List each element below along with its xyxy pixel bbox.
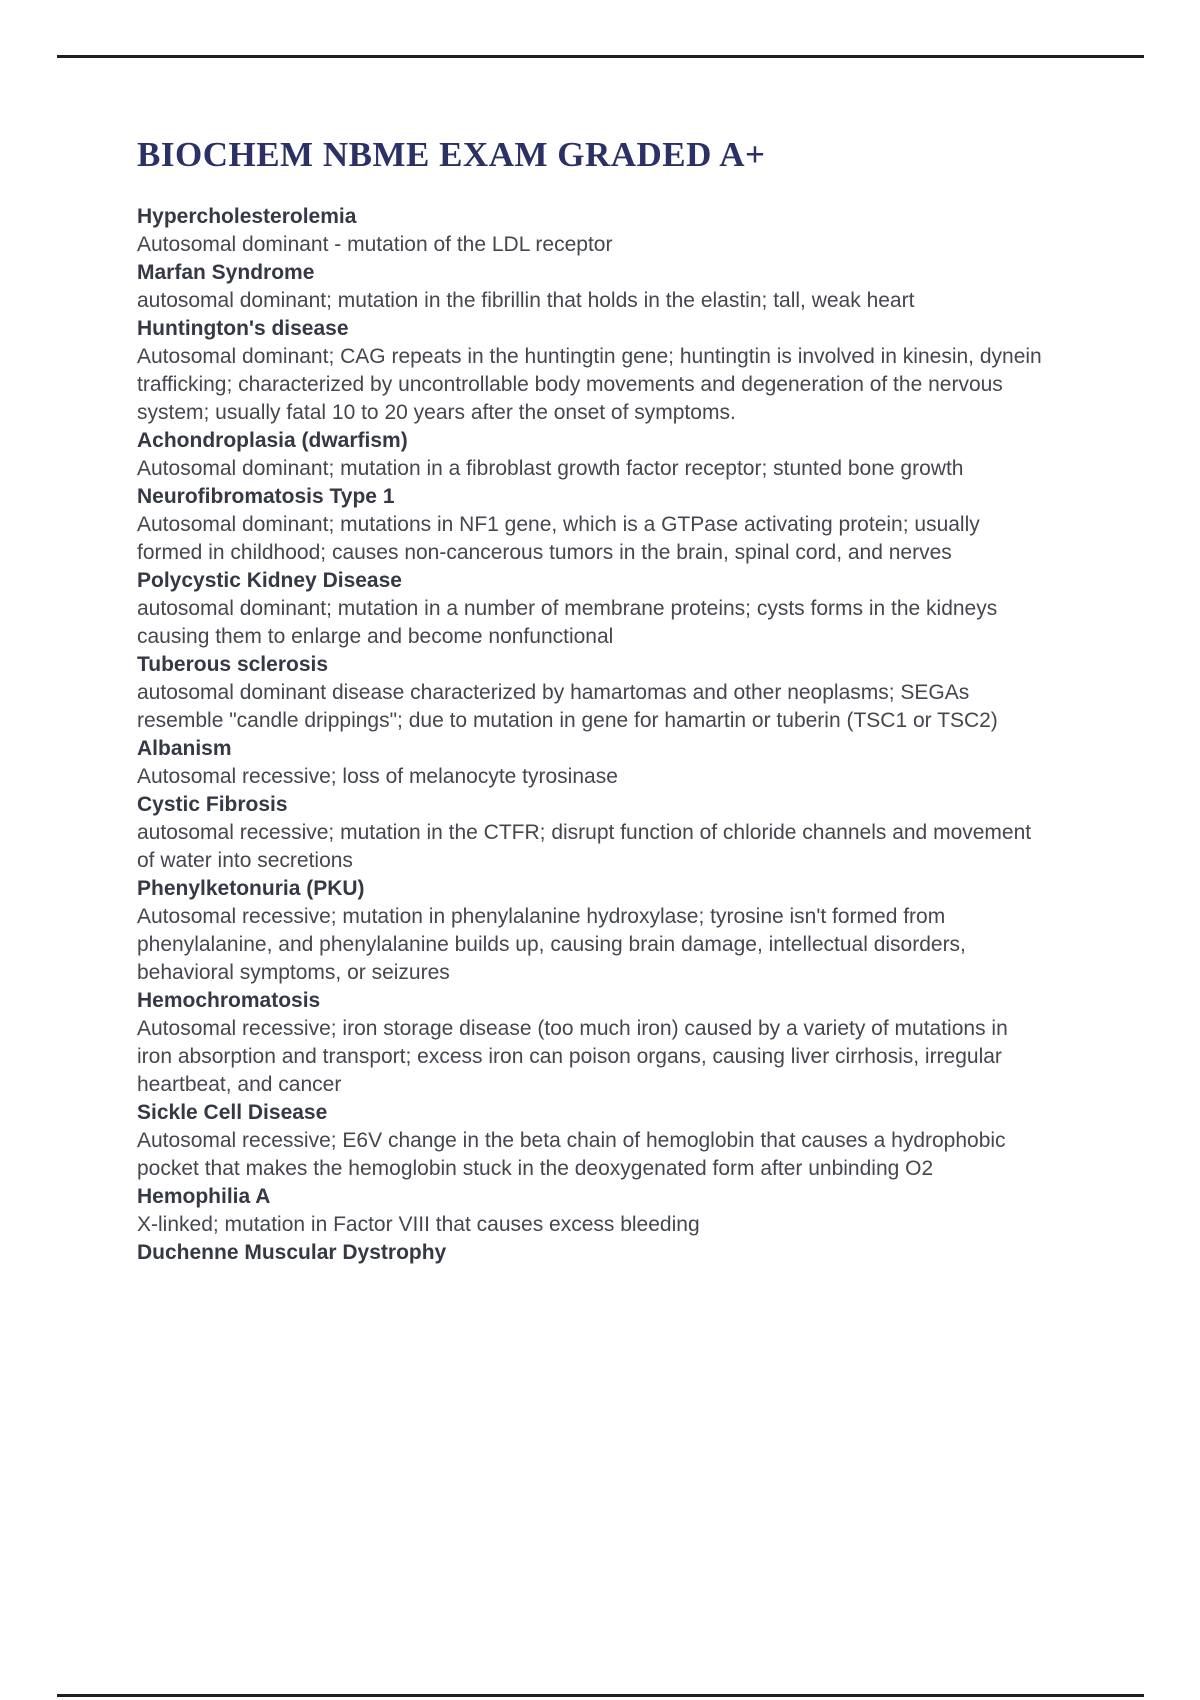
bottom-divider-line (57, 1694, 1144, 1697)
term: Hypercholesterolemia (137, 205, 357, 228)
term: Achondroplasia (dwarfism) (137, 429, 408, 452)
definition: autosomal dominant; mutation in a number of membrane proteins; cysts forms in the kidneys causing them to enlarge and become nonfunctional (137, 597, 998, 648)
term-entry (137, 791, 1042, 875)
term: Cystic Fibrosis (137, 793, 288, 816)
term-entry (137, 651, 1042, 735)
document-content (137, 134, 1042, 1267)
term-entry (137, 1239, 1042, 1267)
term-entry (137, 483, 1042, 567)
term: Phenylketonuria (PKU) (137, 877, 365, 900)
term-entry (137, 1183, 1042, 1239)
definition: Autosomal recessive; mutation in phenylalanine hydroxylase; tyrosine isn't formed from phenylalanine, and phenylalanine builds up, causing brain damage, intellectual disorders, behavioral symptoms, or seizures (137, 905, 966, 984)
page-title: BIOCHEM NBME EXAM GRADED A+ (137, 135, 766, 174)
definition: autosomal dominant disease characterized by hamartomas and other neoplasms; SEGAs resemble "candle drippings"; due to mutation in gene for hamartin or tuberin (TSC1 or TSC2) (137, 681, 998, 732)
definition: Autosomal dominant; mutation in a fibroblast growth factor receptor; stunted bone growth (137, 457, 964, 480)
term-entry (137, 315, 1042, 427)
definition: Autosomal dominant; CAG repeats in the huntingtin gene; huntingtin is involved in kinesin, dynein trafficking; characterized by uncontrollable body movements and degeneration of the nervous system; usually fatal 10 to 20 years after the onset of symptoms. (137, 345, 1042, 424)
term: Albanism (137, 737, 232, 760)
term-entry (137, 203, 1042, 259)
term-entry (137, 1099, 1042, 1183)
term-entry (137, 427, 1042, 483)
definition: Autosomal dominant - mutation of the LDL receptor (137, 233, 613, 256)
definition: Autosomal dominant; mutations in NF1 gene, which is a GTPase activating protein; usually formed in childhood; causes non-cancerous tumors in the brain, spinal cord, and nerves (137, 513, 980, 564)
definition: Autosomal recessive; iron storage disease (too much iron) caused by a variety of mutations in iron absorption and transport; excess iron can poison organs, causing liver cirrhosis, irregular heartbeat, and cancer (137, 1017, 1008, 1096)
term: Polycystic Kidney Disease (137, 569, 402, 592)
term: Hemophilia A (137, 1185, 271, 1208)
term-entry (137, 567, 1042, 651)
term-entry (137, 259, 1042, 315)
term: Marfan Syndrome (137, 261, 315, 284)
term: Hemochromatosis (137, 989, 321, 1012)
top-divider-line (57, 55, 1144, 58)
term-entry (137, 875, 1042, 987)
term-entry (137, 987, 1042, 1099)
term: Duchenne Muscular Dystrophy (137, 1241, 447, 1264)
term-entry (137, 735, 1042, 791)
definition: X-linked; mutation in Factor VIII that causes excess bleeding (137, 1213, 700, 1236)
term: Neurofibromatosis Type 1 (137, 485, 395, 508)
definition: autosomal recessive; mutation in the CTFR; disrupt function of chloride channels and movement of water into secretions (137, 821, 1032, 872)
term-list (137, 203, 1042, 1267)
definition: Autosomal recessive; loss of melanocyte tyrosinase (137, 765, 618, 788)
definition: autosomal dominant; mutation in the fibrillin that holds in the elastin; tall, weak heart (137, 289, 915, 312)
term: Sickle Cell Disease (137, 1101, 328, 1124)
definition: Autosomal recessive; E6V change in the beta chain of hemoglobin that causes a hydrophobic pocket that makes the hemoglobin stuck in the deoxygenated form after unbinding O2 (137, 1129, 1006, 1180)
term: Tuberous sclerosis (137, 653, 329, 676)
term: Huntington's disease (137, 317, 349, 340)
